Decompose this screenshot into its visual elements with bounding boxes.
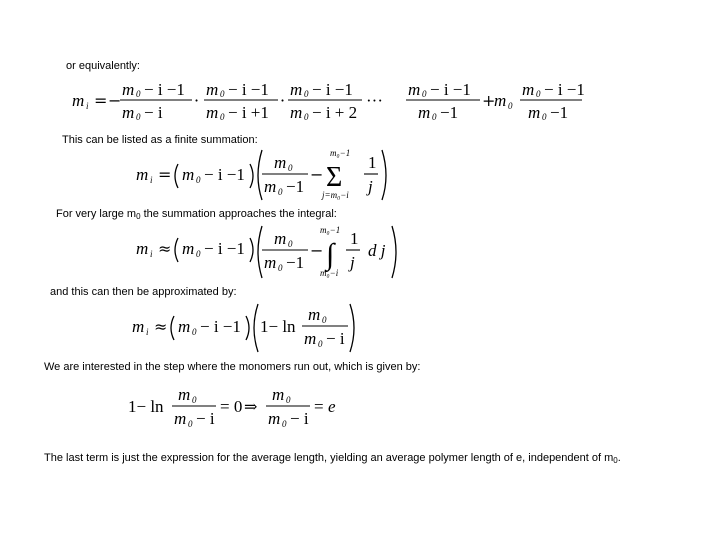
text-large-m0-integral: For very large $m_0$ the summation approaches the integral:: [56, 208, 337, 221]
svg-text:=: =: [314, 397, 324, 416]
svg-text:i: i: [150, 175, 153, 185]
svg-text:⇒: ⇒: [244, 397, 258, 416]
svg-text:m: m: [72, 91, 85, 110]
svg-text:−: −: [310, 241, 324, 260]
svg-text:− i: − i: [196, 409, 215, 428]
svg-text:+: +: [482, 91, 496, 110]
svg-text:−: −: [108, 91, 122, 110]
svg-text:−1: −1: [286, 253, 305, 272]
svg-text:0: 0: [136, 89, 141, 99]
svg-text:m: m: [136, 165, 149, 184]
svg-text:− i −1: − i −1: [204, 165, 245, 184]
svg-text:j=m₀−i: j=m₀−i: [322, 190, 349, 200]
svg-text:0: 0: [196, 175, 201, 185]
svg-text:m: m: [178, 385, 191, 404]
svg-text:m: m: [264, 253, 277, 272]
svg-text:m: m: [136, 239, 149, 258]
svg-text:···: ···: [366, 91, 383, 110]
svg-text:=: =: [158, 165, 172, 184]
svg-text:m: m: [206, 103, 219, 122]
svg-text:i: i: [150, 249, 153, 259]
svg-text:m: m: [304, 329, 317, 348]
svg-text:−: −: [310, 165, 324, 184]
svg-text:i: i: [86, 101, 89, 111]
svg-text:m: m: [182, 239, 195, 258]
svg-text:0: 0: [432, 112, 437, 122]
svg-text:m₀−1: m₀−1: [320, 225, 341, 235]
text-monomers-run-out: We are interested in the step where the monomers run out, which is given by:: [44, 361, 421, 373]
svg-text:i: i: [146, 327, 149, 337]
svg-text:m: m: [264, 177, 277, 196]
svg-text:·: ·: [280, 91, 286, 110]
svg-text:0: 0: [282, 419, 287, 429]
svg-text:·: ·: [194, 91, 200, 110]
svg-text:m: m: [408, 80, 421, 99]
svg-text:0: 0: [288, 239, 293, 249]
svg-text:1− ln: 1− ln: [128, 397, 164, 416]
svg-text:m: m: [122, 80, 135, 99]
svg-text:d j: d j: [368, 241, 386, 260]
svg-text:m: m: [290, 103, 303, 122]
equation-equals-e: [126, 386, 346, 434]
svg-text:Σ: Σ: [326, 162, 343, 193]
svg-text:0: 0: [192, 395, 197, 405]
svg-text:m: m: [308, 305, 321, 324]
svg-text:− i: − i: [326, 329, 345, 348]
svg-text:− i −1: − i −1: [430, 80, 471, 99]
svg-text:1: 1: [350, 229, 359, 248]
equation-product-form: [70, 78, 590, 124]
svg-text:=: =: [94, 91, 108, 110]
svg-text:≈: ≈: [158, 239, 172, 258]
svg-text:m: m: [178, 317, 191, 336]
svg-text:m: m: [174, 409, 187, 428]
svg-text:0: 0: [286, 395, 291, 405]
svg-text:m: m: [132, 317, 145, 336]
svg-text:m: m: [418, 103, 431, 122]
svg-text:m: m: [274, 229, 287, 248]
svg-text:j: j: [350, 253, 355, 272]
equation-log-approximation: [130, 302, 360, 356]
text-approximated-by: and this can then be approximated by:: [50, 286, 237, 298]
svg-text:− i −1: − i −1: [204, 239, 245, 258]
svg-text:−1: −1: [286, 177, 305, 196]
svg-text:0: 0: [220, 112, 225, 122]
svg-text:− i −1: − i −1: [312, 80, 353, 99]
svg-text:− i + 2: − i + 2: [312, 103, 358, 122]
svg-text:− i −1: − i −1: [228, 80, 269, 99]
svg-text:− i −1: − i −1: [544, 80, 585, 99]
svg-text:0: 0: [542, 112, 547, 122]
svg-text:m: m: [122, 103, 135, 122]
svg-text:0: 0: [196, 249, 201, 259]
svg-text:≈: ≈: [154, 317, 168, 336]
svg-text:− i: − i: [144, 103, 163, 122]
svg-text:m₀−1: m₀−1: [330, 148, 351, 158]
svg-text:∫: ∫: [326, 238, 335, 271]
svg-text:0: 0: [278, 187, 283, 197]
svg-text:m: m: [290, 80, 303, 99]
svg-text:m₀−i: m₀−i: [320, 268, 339, 278]
svg-text:m: m: [522, 80, 535, 99]
svg-text:0: 0: [304, 89, 309, 99]
text-finite-summation: This can be listed as a finite summation:: [62, 134, 258, 146]
svg-text:1− ln: 1− ln: [260, 317, 296, 336]
svg-text:0: 0: [220, 89, 225, 99]
svg-text:m: m: [182, 165, 195, 184]
svg-text:− i: − i: [290, 409, 309, 428]
svg-text:0: 0: [422, 89, 427, 99]
svg-text:0: 0: [188, 419, 193, 429]
equation-summation: [134, 146, 394, 202]
svg-text:m: m: [272, 385, 285, 404]
svg-text:0: 0: [304, 112, 309, 122]
svg-text:0: 0: [192, 327, 197, 337]
svg-text:0: 0: [508, 101, 513, 111]
svg-text:j: j: [368, 177, 373, 196]
svg-text:0: 0: [318, 339, 323, 349]
svg-text:0: 0: [536, 89, 541, 99]
svg-text:−1: −1: [440, 103, 459, 122]
svg-text:0: 0: [288, 163, 293, 173]
svg-text:m: m: [528, 103, 541, 122]
svg-text:−1: −1: [550, 103, 569, 122]
svg-text:e: e: [328, 397, 336, 416]
svg-text:m: m: [274, 153, 287, 172]
svg-text:0: 0: [278, 263, 283, 273]
svg-text:− i −1: − i −1: [144, 80, 185, 99]
text-average-length: The last term is just the expression for the average length, yielding an average polymer length of e, independent of $m_0$.: [44, 452, 621, 465]
svg-text:1: 1: [368, 153, 377, 172]
svg-text:0: 0: [136, 112, 141, 122]
svg-text:m: m: [268, 409, 281, 428]
svg-text:m: m: [494, 91, 507, 110]
svg-text:0: 0: [322, 315, 327, 325]
svg-text:= 0: = 0: [220, 397, 243, 416]
svg-text:− i +1: − i +1: [228, 103, 269, 122]
svg-text:− i −1: − i −1: [200, 317, 241, 336]
equation-integral: [134, 222, 404, 280]
text-or-equivalently: or equivalently:: [66, 60, 140, 72]
svg-text:m: m: [206, 80, 219, 99]
